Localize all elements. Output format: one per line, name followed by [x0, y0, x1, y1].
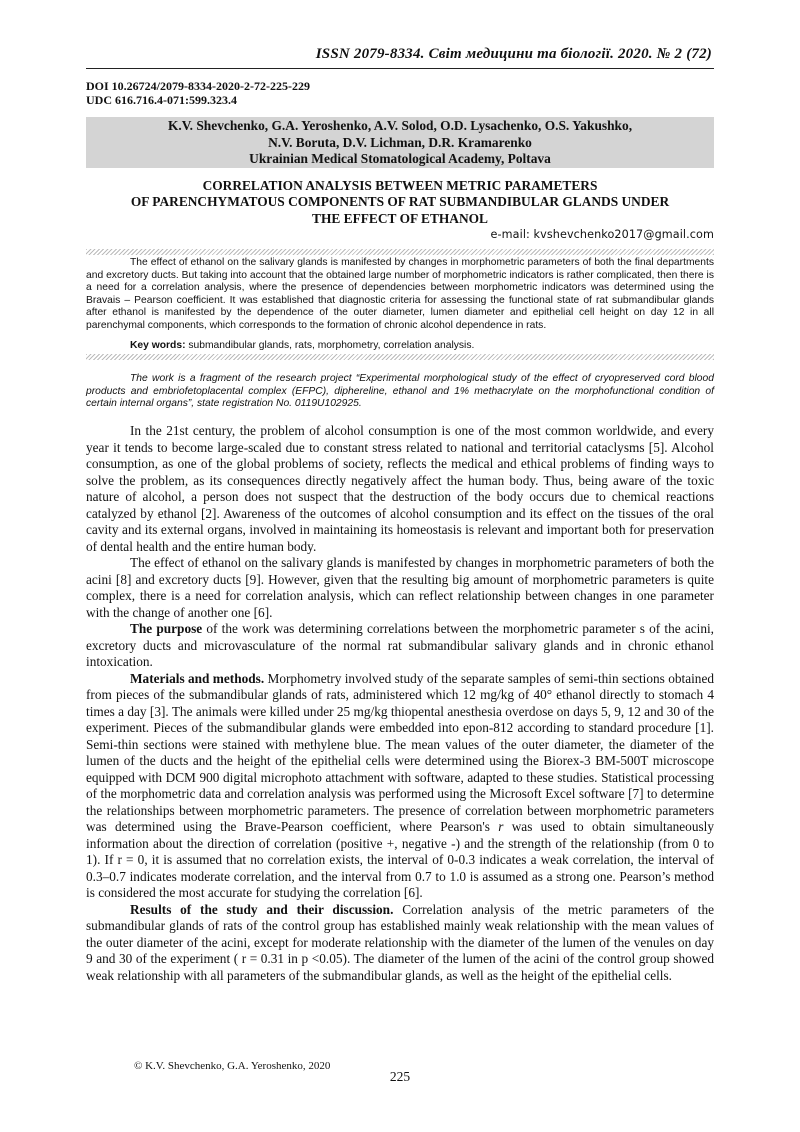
title-line-1: CORRELATION ANALYSIS BETWEEN METRIC PARAMETERS — [202, 178, 598, 193]
copyright-footnote: © K.V. Shevchenko, G.A. Yeroshenko, 2020 — [134, 1060, 331, 1072]
intro-paragraph-1: In the 21st century, the problem of alcohol consumption is one of the most common worldwide, and every year it tends to become large-scaled due to constant stress related to national and territorial cataclysms [5]. Alcohol consumption, as one of the global problems of society, reflects the medical and ethical problems of finding ways to solve the problem, as its consequences directly negatively affect the human body. Thus, being aware of the toxic nature of alcohol, a person does not suspect that the destruction of the body occurs due to chemical reactions catalyzed by ethanol [2]. Awareness of the outcomes of alcohol consumption and its effect on the tissues of the oral cavity and its external organs, involved in maintaining its homeostasis is relevant and important both for preservation of dental health and the entire human body. — [86, 423, 714, 554]
affiliation: Ukrainian Medical Stomatological Academy, Poltava — [249, 151, 551, 166]
results-paragraph — [86, 902, 714, 985]
title-line-2: OF PARENCHYMATOUS COMPONENTS OF RAT SUBMANDIBULAR GLANDS UNDER — [130, 194, 670, 210]
page-number: 225 — [389, 1069, 411, 1084]
intro-paragraph-2: The effect of ethanol on the salivary glands is manifested by changes in morphometric parameters of both the acini [8] and excretory ducts [9]. However, given that the resulting big amount of morphometric parameters is quite complex, there is a need for correlation analysis, which can reflect relationship between changes in one parameter with the change of another one [6]. — [86, 555, 714, 620]
purpose-label: The purpose — [130, 621, 203, 636]
results-label: Results of the study and their discussion. — [130, 901, 394, 917]
identifiers — [86, 79, 310, 107]
journal-header: ISSN 2079-8334. Світ медицини та біології. 2020. № 2 (72) — [315, 46, 712, 62]
methods-label: Materials and methods. — [130, 670, 265, 686]
header-rule — [86, 68, 714, 69]
results-text: Correlation analysis of the metric parameters of the submandibular glands of rats of the control group has established mainly weak relationship with the mean values of the outer diameter of the acini, except for moderate relationship with the diameter of the lumen of the venules on day 9 and 30 of the experiment ( r = 0.31 in p <0.05). The diameter of the lumen of the acini of the control group showed weak relationship with all parameters of the submandibular glands, as well as the height of the epithelial cells. — [86, 901, 714, 983]
purpose-paragraph — [86, 621, 714, 671]
keywords-label: Key words: — [130, 340, 186, 351]
keywords — [86, 340, 714, 353]
keywords-text: submandibular glands, rats, morphometry, correlation analysis. — [185, 340, 475, 351]
title-line-3: THE EFFECT OF ETHANOL — [312, 210, 488, 226]
udc: UDC 616.716.4-071:599.323.4 — [86, 93, 237, 107]
abstract-top-divider — [86, 249, 714, 255]
authors-line-2: N.V. Boruta, D.V. Lichman, D.R. Kramarenko — [268, 134, 532, 150]
abstract: The effect of ethanol on the salivary glands is manifested by changes in morphometric parameters of both the final departments and excretory ducts. But taking into account that the obtained large number of morphometric indicators is rather complicated, then there is a need for a correlation analysis, where the presence of dependencies between morphometric indicators was determined using the Bravais – Pearson coefficient. It was established that diagnostic criteria for assessing the functional state of rat submandibular glands after ethanol is manifested by the dependence of the outer diameter, lumen diameter and epithelial cell height on day 12 in all parenchymal components, which corresponds to the formation of chronic alcohol dependence in rats. — [86, 257, 714, 331]
purpose-text: of the work was determining correlations between the morphometric parameter s of the acini, excretory ducts and microvasculature of the normal rat submandibular salivary glands and in chronic ethanol intoxication. — [86, 621, 714, 669]
author-email: e-mail: kvshevchenko2017@gmail.com — [490, 228, 714, 241]
doi: DOI 10.26724/2079-8334-2020-2-72-225-229 — [86, 79, 310, 93]
paper-title — [86, 178, 714, 227]
abstract-bottom-divider — [86, 354, 714, 360]
methods-text-b: was used to obtain simultaneously information about the direction of correlation (positive +, negative -) and the strength of the relationship (from 0 to 1). If r = 0, it is assumed that no correlation exists, the interval of 0-0.3 indicates a weak correlation, the interval of 0.3–0.7 indicates moderate correlation, and the interval from 0.7 to 1.0 is assumed as a strong one. Pearson’s method is considered the most accurate for studying the correlation [6]. — [86, 819, 714, 900]
authors-line-1: K.V. Shevchenko, G.A. Yeroshenko, A.V. Solod, O.D. Lysachenko, O.S. Yakushko, — [167, 118, 633, 133]
methods-paragraph — [86, 671, 714, 902]
author-band — [86, 117, 714, 168]
pearson-r: r — [498, 819, 504, 834]
body-text — [86, 423, 714, 984]
research-note: The work is a fragment of the research project “Experimental morphological study of the effect of cryopreserved cord blood products and embriofetoplacental complex (EFPC), diphereline, ethanol and 1% methacrylate on the morphofunctional condition of certain internal organs”, state registration No. 0119U102925. — [86, 373, 714, 410]
methods-text-a: Morphometry involved study of the separate samples of semi-thin sections obtained from pieces of the submandibular glands of rats, administered which 12 mg/kg of 40° ethanol directly to stomach 4 times a day [3]. The animals were killed under 25 mg/kg thiopental anesthesia overdose on days 5, 9, 12 and 30 of the experiment. Pieces of the submandibular glands were embedded into epon-812 according to standard procedure [1]. Semi-thin sections were stained with methylene blue. The mean values of the outer diameter, the diameter of the lumen of the ducts and the height of the epithelial cells were determined using the Biorex-3 BM-500T microscope equipped with DCM 900 digital microphoto attachment with software, adapted to these studies. Statistical processing of the morphometric data and correlation analysis was performed using the Microsoft Excel software [7] to determine the relationships between morphometric parameters. The presence of correlation between morphometric parameters was determined using the Brave-Pearson coefficient, where Pearson's — [86, 670, 714, 834]
